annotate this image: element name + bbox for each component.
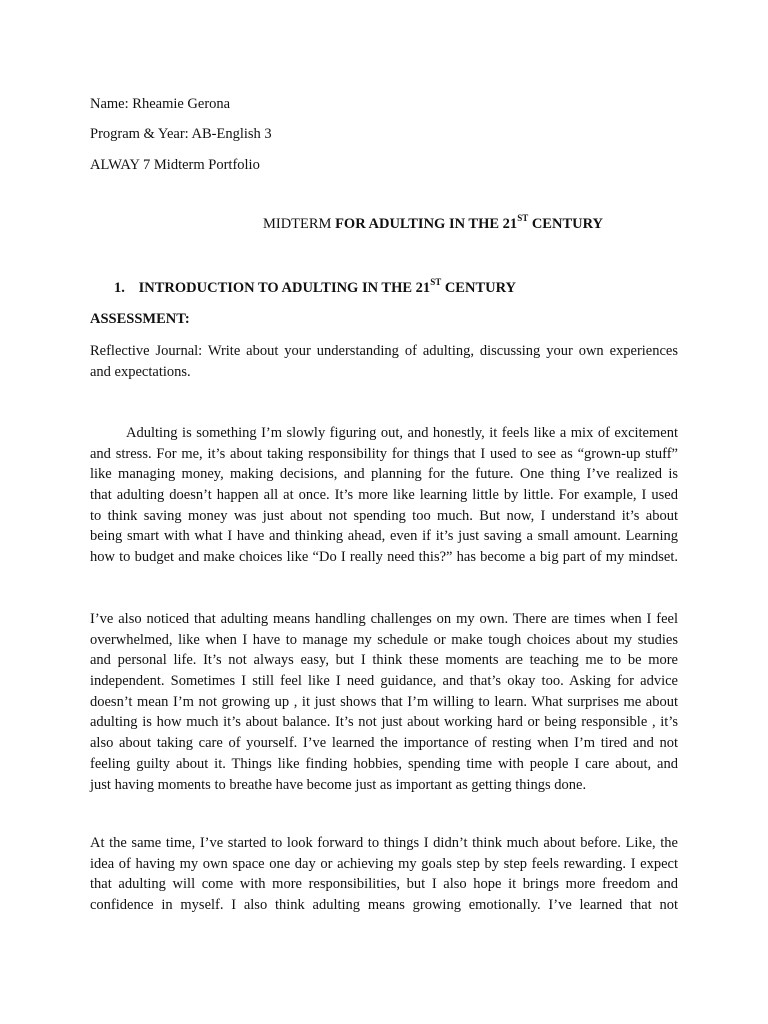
paragraph3-line: At the same time, I’ve started to look forward to things I didn’t think much about before. Like, the xyxy=(90,835,678,851)
paragraph2-line: feeling guilty about it. Things like finding hobbies, spending time with people I care about, and xyxy=(90,755,678,772)
course-title: ALWAY 7 Midterm Portfolio xyxy=(90,157,260,173)
paragraph2-line: doesn’t mean I’m not growing up , it just shows that I’m willing to learn. What surprises me about xyxy=(90,693,678,710)
document-title xyxy=(0,213,768,233)
paragraph3-line: that adulting will come with more responsibilities, but I also hope it brings more freedom and xyxy=(90,876,678,893)
paragraph3-line: confidence in myself. I also think adulting means growing emotionally. I’ve learned that not xyxy=(90,897,678,914)
section-superscript: ST xyxy=(430,277,442,288)
paragraph2-line: and personal life. It’s not always easy, but I think these moments are teaching me to be more xyxy=(90,652,678,669)
section-heading xyxy=(114,277,517,297)
paragraph-3 xyxy=(90,833,678,916)
assessment-prompt xyxy=(90,341,678,382)
program-year: Program & Year: AB-English 3 xyxy=(90,126,272,142)
paragraph2-line: independent. Sometimes I still feel like I need guidance, and that’s okay too. Asking for advice xyxy=(90,673,678,690)
title-main: FOR ADULTING IN THE 21 xyxy=(335,216,518,232)
section-suffix: CENTURY xyxy=(444,280,517,296)
prompt-lines-line: and expectations. xyxy=(90,363,191,380)
paragraph1-line: how to budget and make choices like “Do I really need this?” has become a big part of my mindset. xyxy=(90,549,678,566)
title-prefix: MIDTERM xyxy=(262,216,332,232)
paragraph1-line: to think saving money was just about not spending too much. But now, I understand it’s about xyxy=(90,507,678,524)
paragraph2-line: I’ve also noticed that adulting means handling challenges on my own. There are times when I feel xyxy=(90,611,678,627)
section-number: 1. xyxy=(114,280,125,296)
paragraph1-line: like managing money, making decisions, and planning for the future. One thing I’ve realized is xyxy=(90,466,678,483)
paragraph1-line: Adulting is something I’m slowly figuring out, and honestly, it feels like a mix of excitement xyxy=(126,425,678,441)
paragraph2-line: just having moments to breathe have become just as important as getting things done. xyxy=(90,776,587,793)
paragraph-1 xyxy=(90,423,678,568)
paragraph1-line: that adulting doesn’t happen all at once. It’s more like learning little by little. For example, I used xyxy=(90,487,678,504)
prompt-lines-line: Reflective Journal: Write about your understanding of adulting, discussing your own experiences xyxy=(90,343,678,359)
paragraph1-line: being smart with what I have and thinking ahead, even if it’s just saving a small amount. Learning xyxy=(90,528,678,545)
paragraph2-line: also about taking care of yourself. I’ve learned the importance of resting when I’m tired and not xyxy=(90,735,678,752)
paragraph3-line: idea of having my own space one day or achieving my goals step by step feels rewarding. I expect xyxy=(90,855,678,872)
title-suffix: CENTURY xyxy=(531,216,604,232)
student-name: Name: Rheamie Gerona xyxy=(90,96,231,112)
paragraph2-line: overwhelmed, like when I have to manage my schedule or make tough choices about my studies xyxy=(90,631,678,648)
section-text: INTRODUCTION TO ADULTING IN THE 21 xyxy=(138,280,431,296)
paragraph1-line: and stress. For me, it’s about taking responsibility for things that I used to see as “grown-up stuff” xyxy=(90,445,678,462)
title-superscript: ST xyxy=(517,213,529,224)
paragraph2-line: adulting is how much it’s about balance. It’s not just about working hard or being responsible , it’s xyxy=(90,714,678,731)
assessment-label: ASSESSMENT: xyxy=(90,311,190,327)
paragraph-2 xyxy=(90,609,678,795)
